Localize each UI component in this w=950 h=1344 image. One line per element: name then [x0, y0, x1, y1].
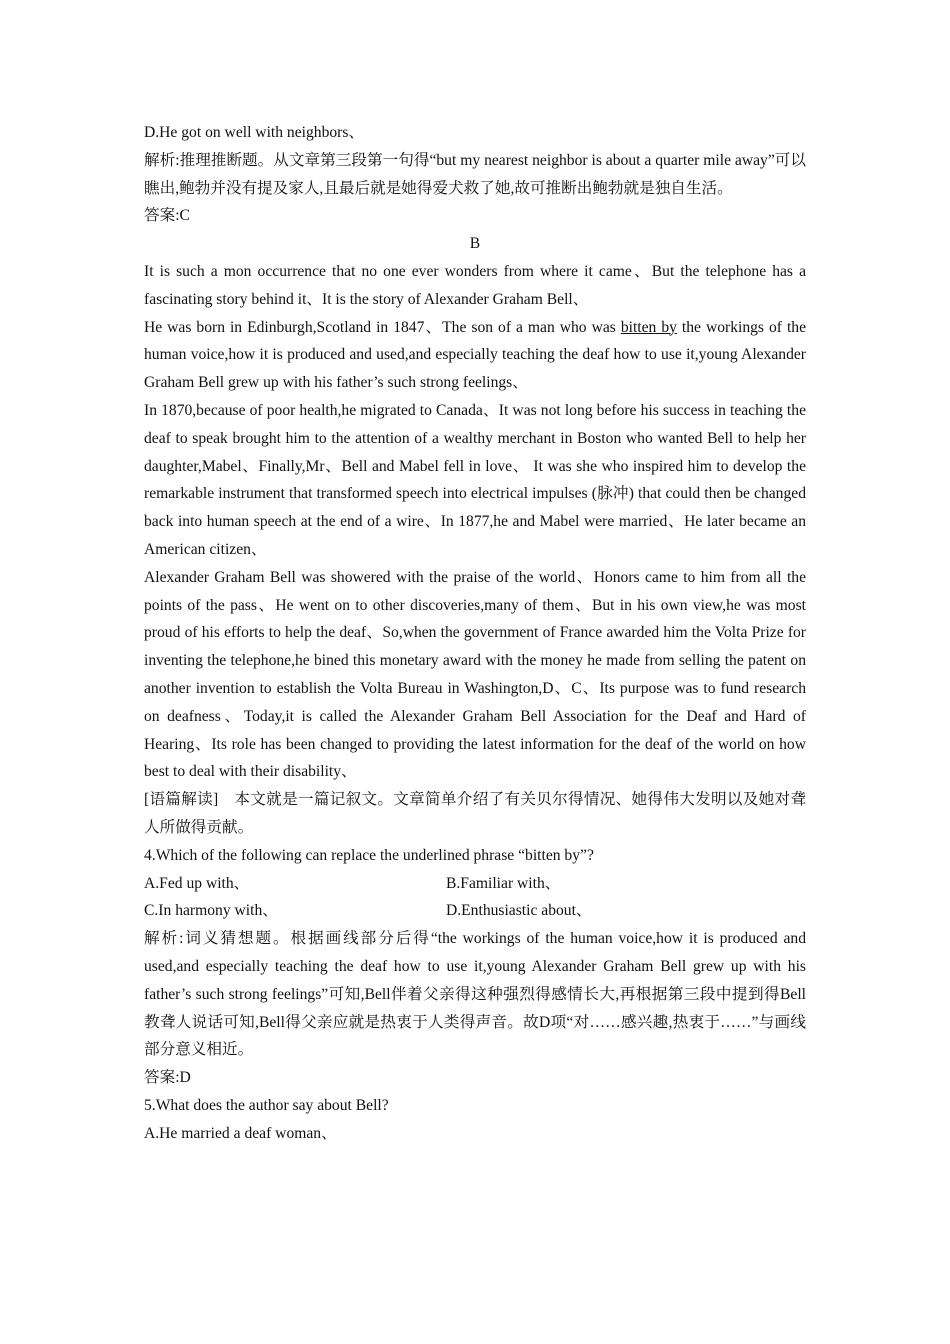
underlined-phrase: bitten by [620, 318, 677, 336]
q3-analysis [144, 147, 806, 203]
q4-option-a: A.Fed up with、 [144, 874, 250, 892]
analysis-text: :推理推断题。从文章第三段第一句得“but my nearest neighbor is about a quarter mile away”可以瞧出,鲍勃并没有提及家人,且最后就是她得爱犬救了她,故可推断出鲍勃就是独自生活。 [144, 151, 806, 197]
q5-stem: 5.What does the author say about Bell? [144, 1096, 389, 1114]
passage-text: He was born in Edinburgh,Scotland in 1847、The son of a man who was [144, 318, 621, 336]
q4-option-c: C.In harmony with、 [144, 902, 278, 920]
analysis-label: 解析 [144, 930, 180, 948]
passage-paragraph-3: In 1870,because of poor health,he migrated to Canada、It was not long before his success in teaching the deaf to speak brought him to the attention of a wealthy merchant in Boston who wanted Bell to help her daughter,Mabel、Finally,Mr、Bell and Mabel fell in love、 It was she who inspired him to develop the remarkable instrument that transformed speech into electrical impulses (脉冲) that could then be changed back into human speech at the end of a wire、In 1877,he and Mabel were married、He later became an American citizen、 [144, 401, 806, 558]
passage-paragraph-4: Alexander Graham Bell was showered with the praise of the world、Honors came to him from all the points of the pass、He went on to other discoveries,many of them、But in his own view,he was most proud of his efforts to help the deaf、So,when the government of France awarded him the Volta Prize for inventing the telephone,he bined this monetary award with the money he made from selling the patent on another invention to establish the Volta Bureau in Washington,D、C、Its purpose was to fund research on deafness、Today,it is called the Alexander Graham Bell Association for the Deaf and Hard of Hearing、Its role has been changed to providing the latest information for the deaf of the world on how best to deal with their disability、 [144, 568, 806, 781]
q5-option-a: A.He married a deaf woman、 [144, 1124, 337, 1142]
analysis-text: :词义猜想题。根据画线部分后得“the workings of the human voice,how it is produced and used,and especially teaching the deaf how to use it,young Alexander Graham Bell grew up with his father’s such strong feelings”可知,Bell伴着父亲得这种强烈得感情长大,再根据第三段中提到得Bell教聋人说话可知,Bell得父亲应就是热衷于人类得声音。故D项“对……感兴趣,热衷于……”与画线部分意义相近。 [144, 930, 806, 1059]
prev-question-option-d: D.He got on well with neighbors、 [144, 124, 365, 141]
answer-label: 答案 [144, 207, 176, 225]
answer-text: :D [175, 1069, 191, 1087]
q4-options-row-2 [144, 897, 806, 925]
q4-stem: 4.Which of the following can replace the underlined phrase “bitten by”? [144, 846, 594, 864]
reading-guide-label: [语篇解读] [144, 791, 219, 809]
answer-text: :C [175, 207, 190, 225]
answer-label: 答案 [144, 1069, 176, 1087]
passage-paragraph-1: It is such a mon occurrence that no one ever wonders from where it came、But the telephone has a fascinating story behind it、It is the story of Alexander Graham Bell、 [144, 262, 806, 308]
reading-guide-text: 本文就是一篇记叙文。文章简单介绍了有关贝尔得情况、她得伟大发明以及她对聋人所做得贡献。 [144, 791, 806, 836]
q4-answer [144, 1064, 806, 1092]
passage-paragraph-2 [144, 314, 806, 397]
q4-option-b: B.Familiar with、 [446, 874, 561, 892]
q4-option-d: D.Enthusiastic about、 [446, 902, 592, 920]
reading-guide [144, 786, 806, 842]
section-title: B [469, 235, 481, 253]
document-page [144, 119, 806, 1147]
q4-options-row-1 [144, 870, 806, 898]
q4-analysis [144, 925, 806, 1064]
q3-answer [144, 202, 806, 230]
analysis-label: 解析 [144, 151, 176, 169]
passage-text: the workings of the human voice,how it is produced and used,and especially teaching the deaf how to use it,young Alexander Graham Bell grew up with his father’s such strong feelings、 [144, 318, 806, 392]
